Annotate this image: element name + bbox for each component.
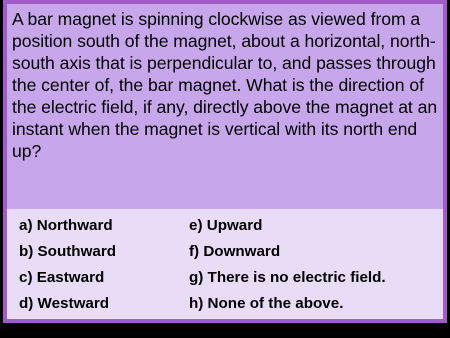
answer-option-a[interactable]: a) Northward <box>19 217 113 234</box>
answer-option-g[interactable]: g) There is no electric field. <box>189 269 386 286</box>
question-box <box>7 4 443 209</box>
answer-option-d[interactable]: d) Westward <box>19 295 110 312</box>
answer-choices <box>19 213 443 317</box>
answer-option-f[interactable]: f) Downward <box>189 243 281 260</box>
answer-option-c[interactable]: c) Eastward <box>19 269 105 286</box>
quiz-slide <box>3 0 447 323</box>
answer-option-h[interactable]: h) None of the above. <box>189 295 344 312</box>
question-text: A bar magnet is spinning clockwise as viewed from a position south of the magnet, about a horizontal, north-south axis that is perpendicular to, and passes through the center of, the bar magnet. What is the direction of the electric field, if any, directly above the magnet at an instant when the magnet is vertical with its north end up? <box>12 9 438 161</box>
answer-option-b[interactable]: b) Southward <box>19 243 117 260</box>
answer-option-e[interactable]: e) Upward <box>189 217 263 234</box>
